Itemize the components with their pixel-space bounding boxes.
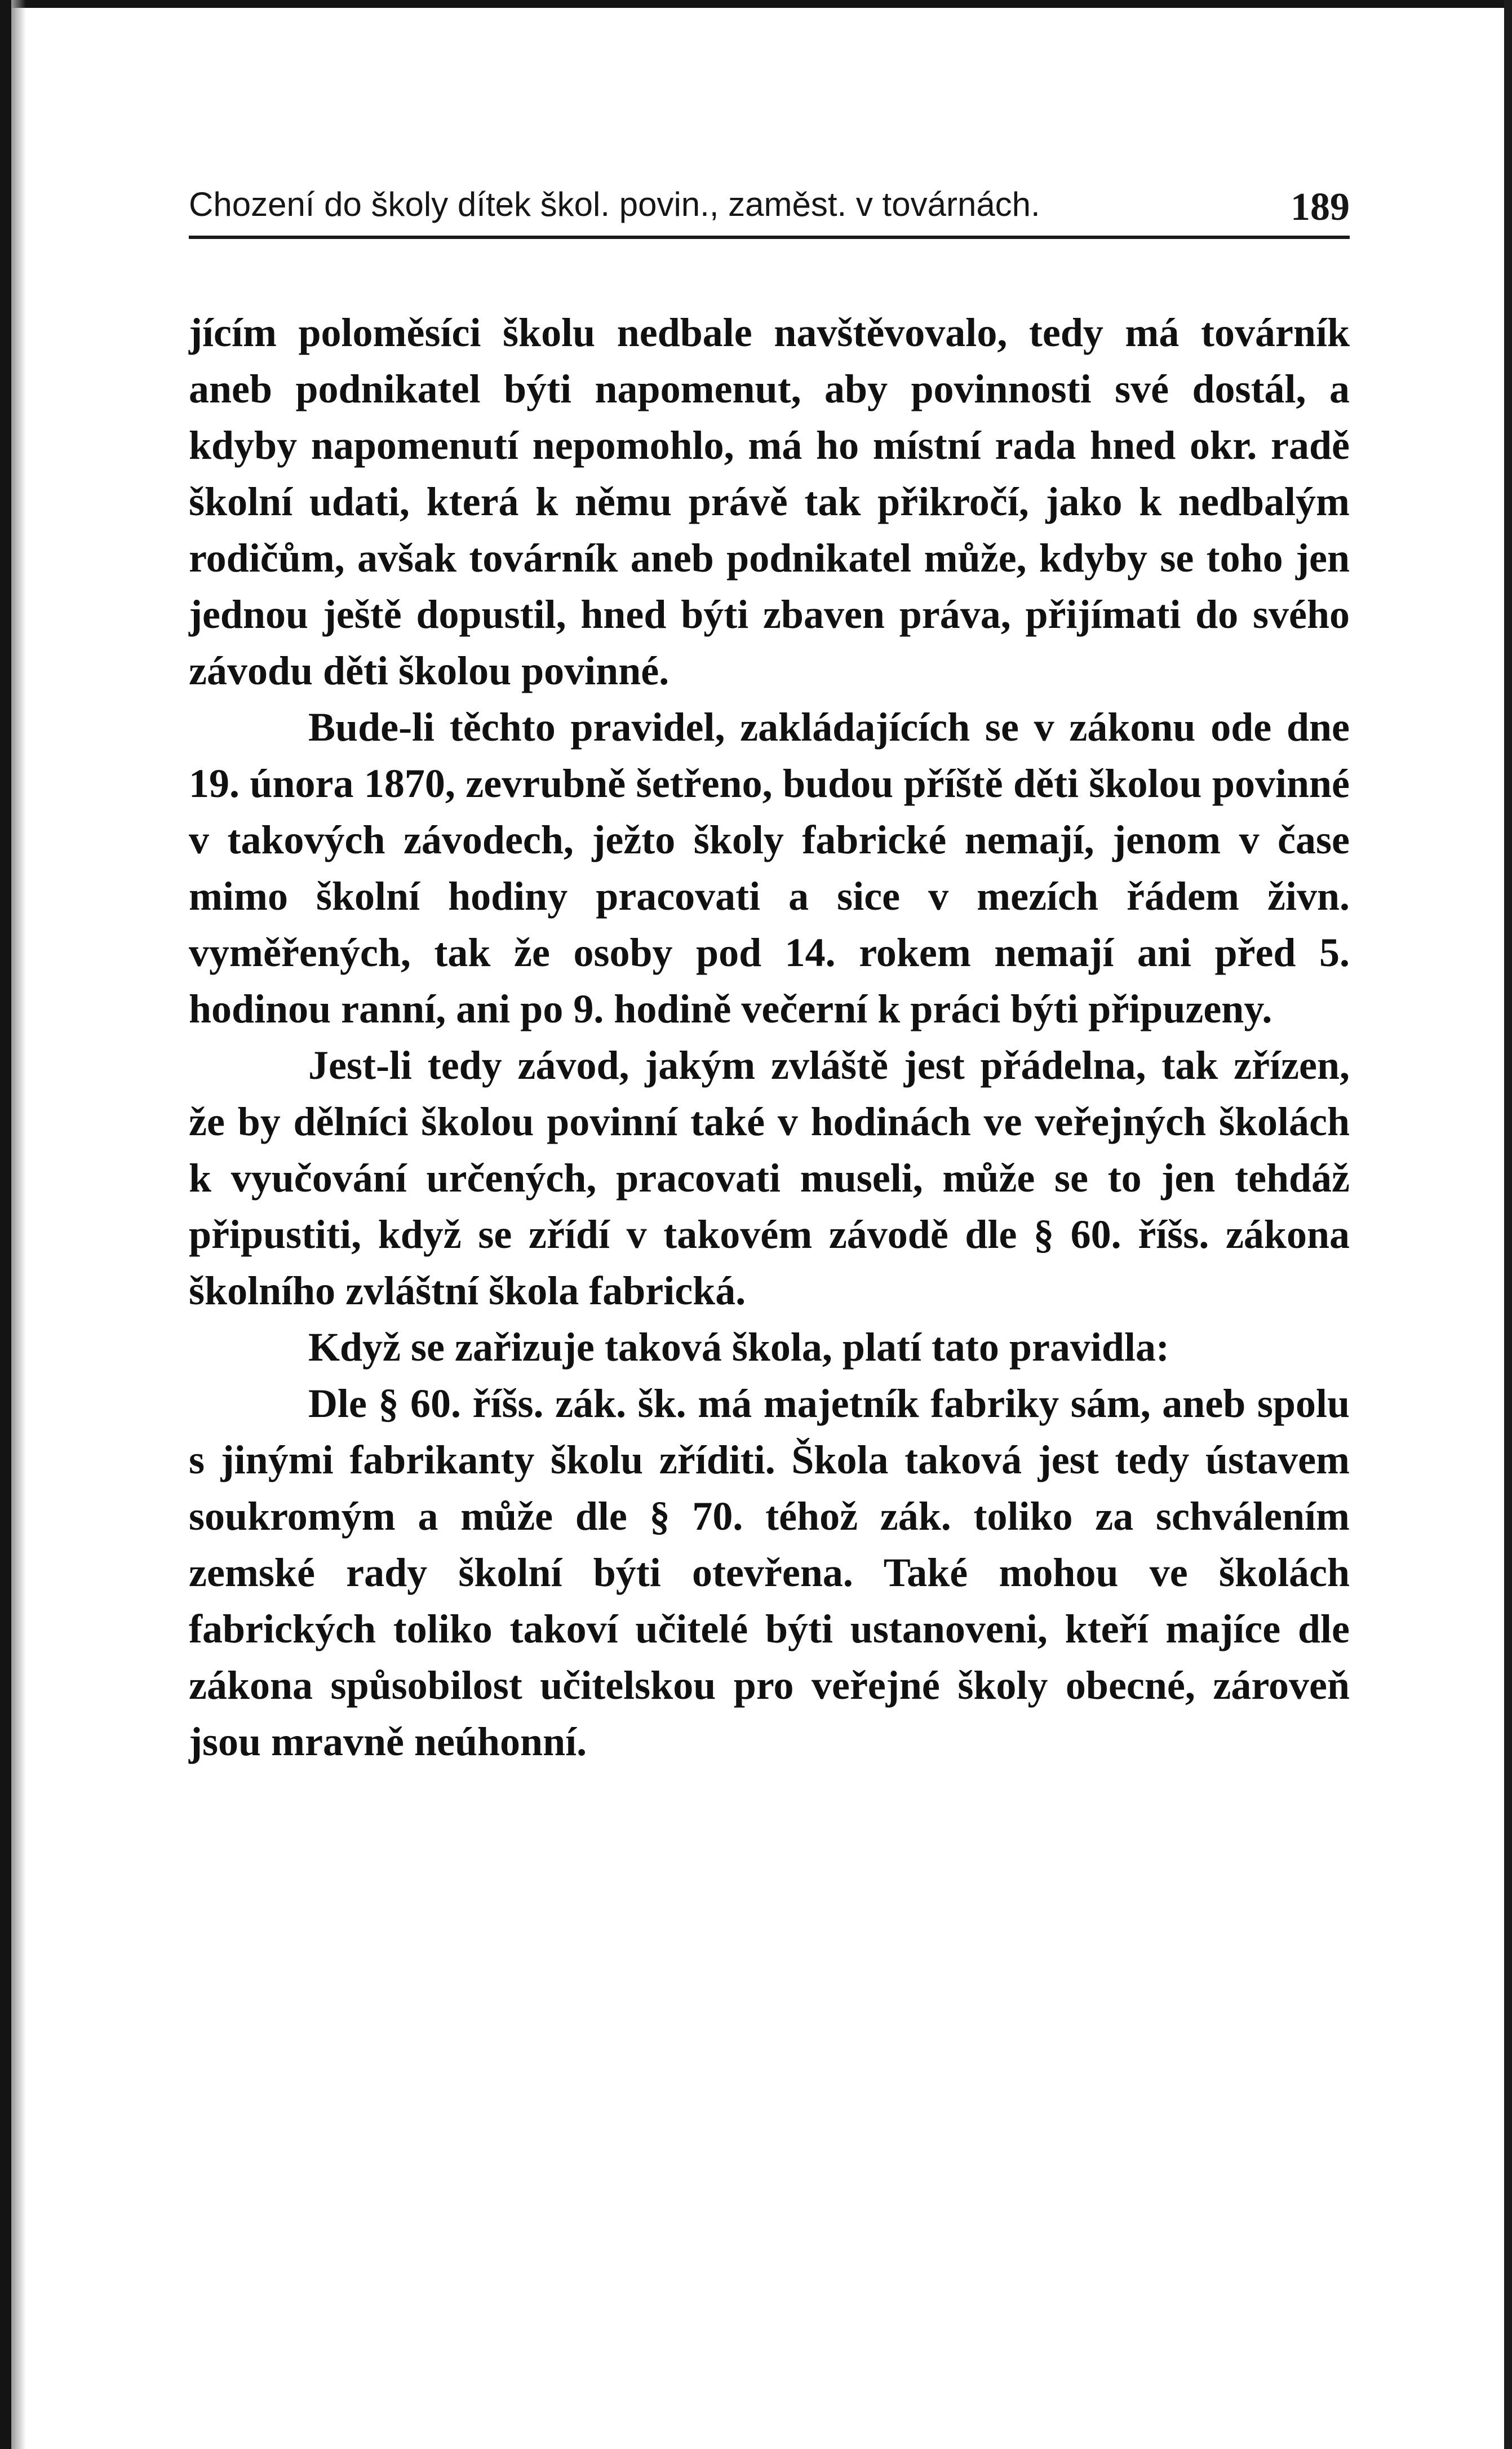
running-head bbox=[189, 179, 1350, 229]
paragraph-3: Jest-li tedy závod, jakým zvláště jest přádelna, tak zřízen, že by dělníci školou povinní také v hodinách ve veřejných školách k vyučování určených, pracovati museli, může se to jen tehdáž připustiti, když se zřídí v takovém závodě dle § 60. říšs. zákona školního zvláštní škola fabrická. bbox=[189, 1043, 1350, 1313]
paragraph-2: Bude-li těchto pravidel, zakládajících se v zákonu ode dne 19. února 1870, zevrubně šetřeno, budou příště děti školou povinné v takových závodech, ježto školy fabrické nemají, jenom v čase mimo školní hodiny pracovati a sice v mezích řádem živn. vyměřených, tak že osoby pod 14. rokem nemají ani před 5. hodinou ranní, ani po 9. hodině večerní k práci býti připuzeny. bbox=[189, 705, 1350, 1031]
body-text bbox=[189, 304, 1350, 1770]
paragraph-1: jícím poloměsíci školu nedbale navštěvovalo, tedy má továrník aneb podnikatel býti napomenut, aby povinnosti své dostál, a kdyby napomenutí nepomohlo, má ho místní rada hned okr. radě školní udati, která k němu právě tak přikročí, jako k nedbalým rodičům, avšak továrník aneb podnikatel může, kdyby se toho jen jednou ještě dopustil, hned býti zbaven práva, přijímati do svého závodu děti školou povinné. bbox=[189, 310, 1350, 693]
paragraph-4: Když se zařizuje taková škola, platí tato pravidla: bbox=[308, 1325, 1169, 1370]
paragraph-5: Dle § 60. říšs. zák. šk. má majetník fabriky sám, aneb spolu s jinými fabrikanty školu zříditi. Škola taková jest tedy ústavem soukromým a může dle § 70. téhož zák. toliko za schválením zemské rady školní býti otevřena. Také mohou ve školách fabrických toliko takoví učitelé býti ustanoveni, kteří majíce dle zákona spůsobilost učitelskou pro veřejné školy obecné, zároveň jsou mravně neúhonní. bbox=[189, 1381, 1350, 1764]
running-title: Chození do školy dítek škol. povin., zaměst. v továrnách. bbox=[189, 185, 1040, 223]
page-number: 189 bbox=[1291, 185, 1350, 229]
header-rule bbox=[189, 236, 1350, 239]
